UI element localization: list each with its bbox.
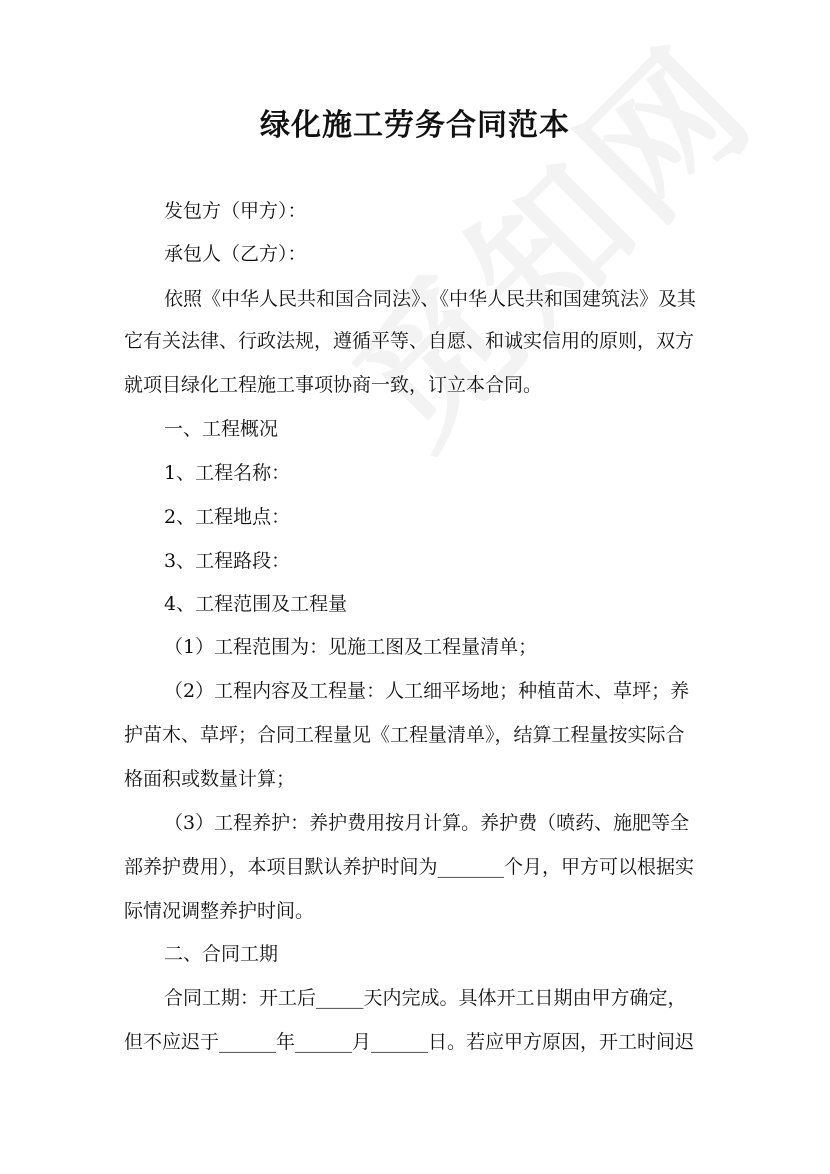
- paragraph-line: 格面积或数量计算；: [124, 768, 296, 790]
- list-item: 1、工程名称：: [164, 462, 291, 484]
- paragraph-line: 但不应迟于______年______月______日。若应甲方原因，开工时间迟: [124, 1031, 695, 1053]
- paragraph-line: （2）工程内容及工程量：人工细平场地；种植苗木、草坪；养: [164, 680, 690, 702]
- section-heading: 二、合同工期: [164, 943, 279, 965]
- paragraph-line: 就项目绿化工程施工事项协商一致，订立本合同。: [124, 374, 543, 396]
- paragraph-line: 护苗木、草坪；合同工程量见《工程量清单》，结算工程量按实际合: [124, 724, 685, 746]
- paragraph-line: 际情况调整养护时间。: [124, 900, 315, 922]
- list-item: 3、工程路段：: [164, 550, 291, 572]
- paragraph-line: 部养护费用），本项目默认养护时间为_______个月，甲方可以根据实: [124, 856, 695, 878]
- paragraph-line: 它有关法律、行政法规，遵循平等、自愿、和诚实信用的原则，双方: [124, 330, 695, 352]
- document-title: 绿化施工劳务合同范本: [260, 108, 570, 143]
- list-item: 2、工程地点：: [164, 506, 291, 528]
- list-item: 4、工程范围及工程量: [164, 593, 348, 615]
- section-heading: 一、工程概况: [164, 418, 279, 440]
- paragraph-line: 依照《中华人民共和国合同法》、《中华人民共和国建筑法》及其: [164, 288, 697, 310]
- sub-item: （1）工程范围为：见施工图及工程量清单；: [164, 636, 538, 658]
- paragraph-line: 合同工期：开工后_____天内完成。具体开工日期由甲方确定，: [164, 987, 687, 1009]
- paragraph-line: （3）工程养护：养护费用按月计算。养护费（喷药、施肥等全: [164, 812, 690, 834]
- party-a-line: 发包方（甲方）：: [164, 200, 307, 222]
- party-b-line: 承包人（乙方）：: [164, 243, 307, 265]
